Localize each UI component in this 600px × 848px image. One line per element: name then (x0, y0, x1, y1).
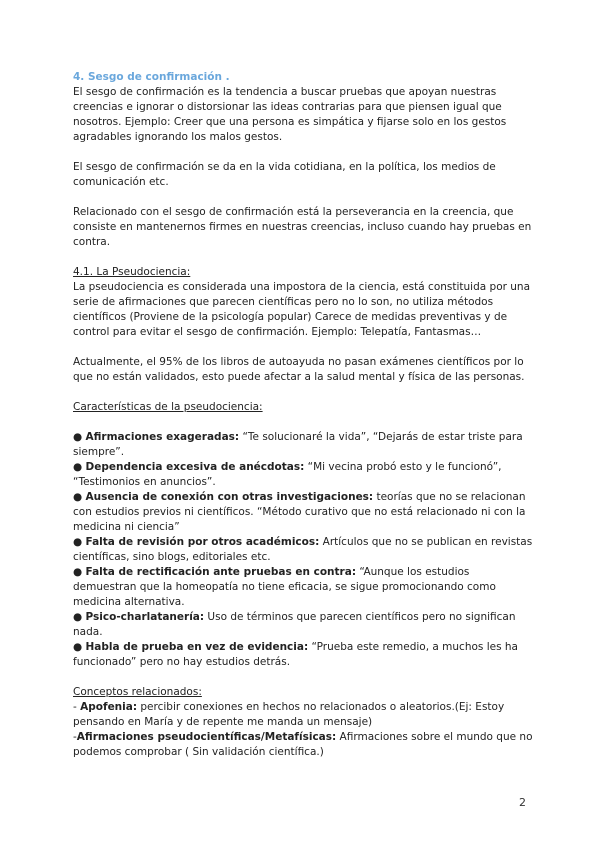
paragraph-contexts: El sesgo de confirmación se da en la vida cotidiana, en la política, los medios de comunicación etc. (73, 161, 496, 188)
subsection-heading: 4.1. La Pseudociencia: (73, 266, 191, 278)
paragraph-perseverance: Relacionado con el sesgo de confirmación está la perseverancia en la creencia, que consiste en mantenernos firmes en nuestras creencias, incluso cuando hay pruebas en contra. (73, 206, 532, 248)
list-item: -Afirmaciones pseudocientíficas/Metafísicas: Afirmaciones sobre el mundo que no podemos comprobar ( Sin validación científica.) (73, 731, 533, 758)
paragraph-pseudoscience: La pseudociencia es considerada una impostora de la ciencia, está constituida por una serie de afirmaciones que parecen científicas pero no lo son, no utiliza métodos científicos (Proviene de la psicología popular) Carece de medidas preventivas y de control para evitar el sesgo de confirmación. Ejemplo: Telepatía, Fantasmas… (73, 281, 531, 338)
paragraph-definition: El sesgo de confirmación es la tendencia a buscar pruebas que apoyan nuestras creencias e ignorar o distorsionar las ideas contrarias para que piensen igual que nosotros. Ejemplo: Creer que una persona es simpática y fijarse solo en los gestos agradables ignorando los malos gestos. (73, 86, 507, 143)
related-concepts-heading: Conceptos relacionados: (73, 686, 202, 698)
list-item: ● Afirmaciones exageradas: “Te solucionaré la vida”, “Dejarás de estar triste para siempre”. (73, 431, 523, 458)
related-concepts-list (73, 700, 533, 760)
characteristics-heading: Características de la pseudociencia: (73, 401, 263, 413)
list-item: ● Psico-charlatanería: Uso de términos que parecen científicos pero no significan nada. (73, 611, 516, 638)
characteristics-list (73, 430, 533, 670)
page-content (73, 70, 533, 760)
section-heading: 4. Sesgo de confirmación . (73, 71, 230, 83)
paragraph-self-help: Actualmente, el 95% de los libros de autoayuda no pasan exámenes científicos por lo que no están validados, esto puede afectar a la salud mental y física de las personas. (73, 356, 525, 383)
list-item: - Apofenia: percibir conexiones en hechos no relacionados o aleatorios.(Ej: Estoy pensando en María y de repente me manda un mensaje) (73, 701, 505, 728)
list-item: ● Ausencia de conexión con otras investigaciones: teorías que no se relacionan con estudios previos ni científicos. “Método curativo que no está relacionado ni con la medicina ni ciencia” (73, 491, 526, 533)
list-item: ● Falta de rectificación ante pruebas en contra: “Aunque los estudios demuestran que la homeopatía no tiene eficacia, se sigue promocionando como medicina alternativa. (73, 566, 496, 608)
list-item: ● Habla de prueba en vez de evidencia: “Prueba este remedio, a muchos les ha funcionado” pero no hay estudios detrás. (73, 641, 518, 668)
list-item: ● Falta de revisión por otros académicos: Artículos que no se publican en revistas científicas, sino blogs, editoriales etc. (73, 536, 533, 563)
page-number: 2 (519, 796, 526, 809)
list-item: ● Dependencia excesiva de anécdotas: “Mi vecina probó esto y le funcionó”, “Testimonios en anuncios”. (73, 461, 502, 488)
